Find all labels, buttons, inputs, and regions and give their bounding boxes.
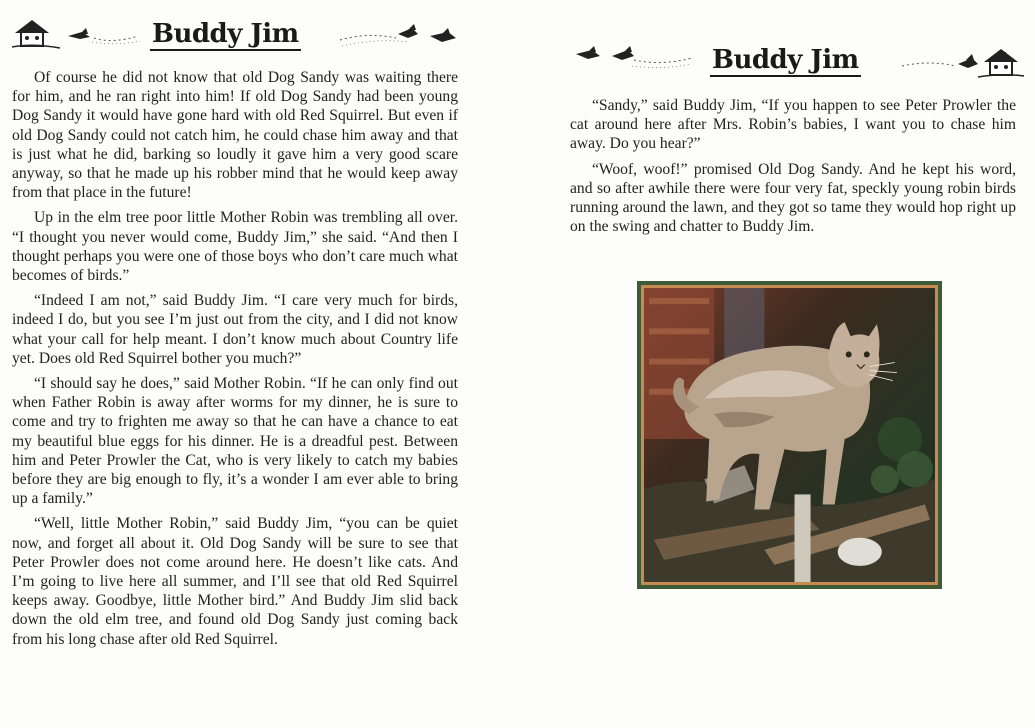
left-body-text — [12, 68, 458, 655]
birdhouse-icon — [12, 17, 62, 51]
birdhouse-icon — [976, 46, 1026, 80]
page-title: Buddy Jim — [712, 45, 859, 75]
page-header — [710, 45, 861, 77]
paragraph: “Well, little Mother Robin,” said Buddy Jim, “you can be quiet now, and forget all about it. Old Dog Sandy will be sure to see that Peter Prowler does not come around here. He doesn’t like cats. And I’m going to live here all summer, and I’ll see that old Red Squirrel keeps away. Goodbye, little Mother bird.” And Buddy Jim slid back down the old elm tree, and found old Dog Sandy just coming back from his long chase after old Red Squirrel. — [12, 515, 458, 648]
cat-image — [644, 288, 935, 582]
birds-ornament-icon — [62, 26, 142, 48]
birds-ornament-icon — [572, 42, 694, 72]
illustration-panel — [641, 285, 938, 585]
page-header — [150, 19, 301, 51]
paragraph: Of course he did not know that old Dog Sandy was waiting there for him, and he ran right into him! If old Dog Sandy had been young Dog Sandy it would have gone hard with old Red Squirrel. But even if old Dog Sandy could not catch him, he could chase him away and that is just what he did, barking so loudly it gave him a very good scare anyway, so that he made up his robber mind that he would keep away from that place in the future! — [12, 69, 458, 202]
paragraph: “Sandy,” said Buddy Jim, “If you happen to see Peter Prowler the cat around here after Mrs. Robin’s babies, I want you to chase him away. Do you hear?” — [570, 97, 1016, 153]
cat-illustration — [637, 281, 942, 589]
paragraph: “Woof, woof!” promised Old Dog Sandy. And he kept his word, and so after awhile there were four very fat, speckly young robin birds running around the lawn, and they got so tame they would hop right up on the swing and chatter to Buddy Jim. — [570, 160, 1016, 236]
birds-ornament-icon — [900, 52, 980, 78]
right-body-text — [570, 96, 1016, 242]
right-page — [540, 0, 1035, 728]
paragraph: “Indeed I am not,” said Buddy Jim. “I care very much for birds, indeed I do, but you see I’m just out from the city, and I did not know what your call for help meant. I don’t know much about Country life yet. Does old Red Squirrel bother you much?” — [12, 292, 458, 367]
birds-ornament-icon — [338, 20, 460, 50]
paragraph: “I should say he does,” said Mother Robin. “If he can only find out when Father Robin is away after worms for my dinner, he is sure to come and try to frighten me away so that he can have a chance to eat my beautiful blue eggs for his dinner. He is a dreadful pest. Between him and Peter Prowler the Cat, who is very likely to catch my babies before they are big enough to fly, it’s a wonder I am ever able to bring up a family.” — [12, 375, 458, 508]
paragraph: Up in the elm tree poor little Mother Robin was trembling all over. “I thought you never would come, Buddy Jim,” she said. “And then I thought perhaps you were one of those boys who don’t care much what becomes of birds.” — [12, 209, 458, 285]
page-title: Buddy Jim — [152, 19, 299, 49]
